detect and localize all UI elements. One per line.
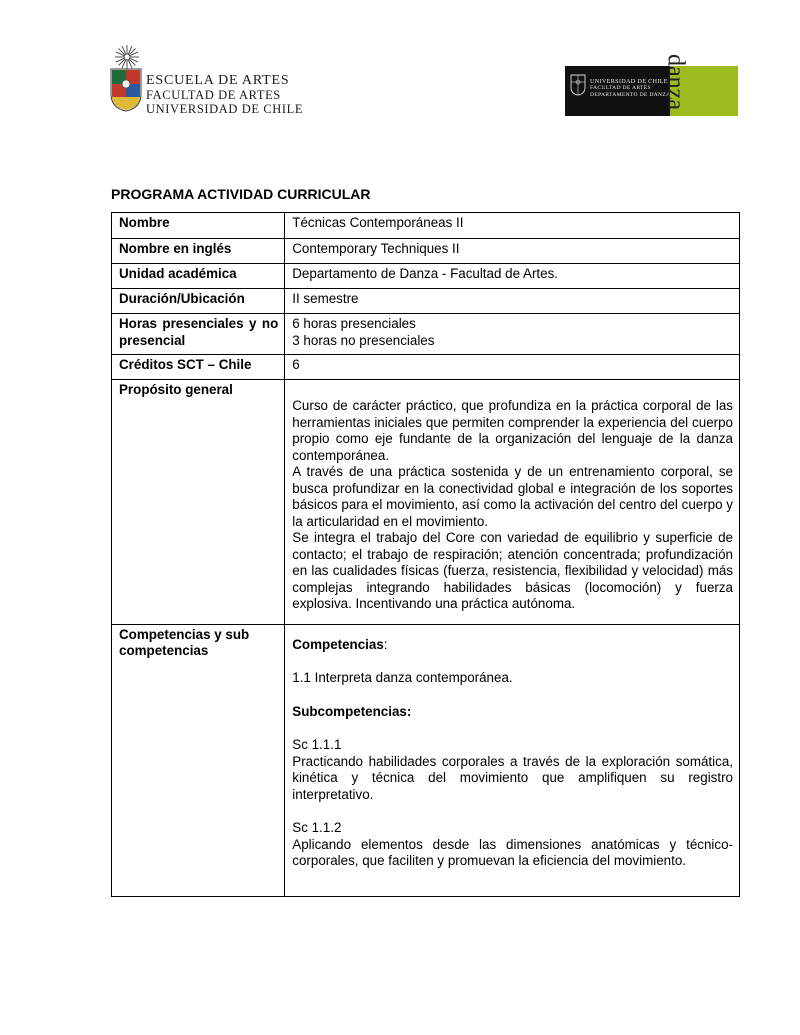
curricular-program-table <box>111 212 740 897</box>
horas-presenciales: 6 horas presenciales <box>292 316 416 331</box>
row-label-unidad: Unidad académica <box>112 264 285 289</box>
row-value-unidad: Departamento de Danza - Facultad de Artes. <box>285 264 740 289</box>
table-row <box>112 239 740 264</box>
logo-line-universidad: UNIVERSIDAD DE CHILE <box>146 102 304 116</box>
row-label-proposito: Propósito general <box>112 380 285 625</box>
logo-line-escuela: ESCUELA DE ARTES <box>146 73 290 88</box>
row-label-duracion: Duración/Ubicación <box>112 289 285 314</box>
logo-right-line-universidad: UNIVERSIDAD DE CHILE <box>590 78 668 85</box>
purpose-paragraph-3: Se integra el trabajo del Core con variedad de equilibrio y superficie de contacto; el trabajo de respiración; atención concentrada; profundización en las cualidades físicas (fuerza, resistencia, flexibilidad y velocidad) más complejas integrando habilidades básicas (locomoción) y fuerza explosiva. Incentivando una práctica autónoma. <box>292 530 733 611</box>
university-crest-small-icon <box>570 74 586 96</box>
logo-right-line-facultad: FACULTAD DE ARTES <box>590 85 651 92</box>
row-value-competencias <box>285 624 740 896</box>
subcompetencia-code-2: Sc 1.1.2 <box>292 820 342 835</box>
table-row <box>112 380 740 625</box>
logo-line-facultad: FACULTAD DE ARTES <box>146 88 281 102</box>
table-row <box>112 624 740 896</box>
table-row <box>112 314 740 355</box>
subcompetencias-heading: Subcompetencias: <box>292 703 412 719</box>
row-value-horas <box>285 314 740 355</box>
row-label-nombre-ingles: Nombre en inglés <box>112 239 285 264</box>
table-row <box>112 289 740 314</box>
document-title: PROGRAMA ACTIVIDAD CURRICULAR <box>111 186 371 202</box>
star-emblem-icon <box>114 44 140 70</box>
university-crest-icon <box>110 68 142 112</box>
danza-vertical-wordmark: danza <box>662 54 689 110</box>
row-value-duracion: II semestre <box>285 289 740 314</box>
table-row <box>112 213 740 239</box>
subcompetencia-text-2: Aplicando elementos desde las dimensiones anatómicas y técnico-corporales, que faciliten y promuevan la eficiencia del movimiento. <box>292 836 733 868</box>
row-value-proposito <box>285 380 740 625</box>
table-row <box>112 355 740 380</box>
row-label-horas: Horas presenciales y no presencial <box>112 314 285 355</box>
departamento-danza-logo <box>565 52 738 116</box>
row-label-creditos: Créditos SCT – Chile <box>112 355 285 380</box>
purpose-paragraph-1: Curso de carácter práctico, que profundiza en la práctica corporal de las herramientas iniciales que permiten comprender la experiencia del cuerpo propio como eje fundante de la organización del lenguaje de la danza contemporánea. <box>292 398 733 463</box>
competencias-label-line1: Competencias y sub <box>119 626 250 642</box>
horas-no-presenciales: 3 horas no presenciales <box>292 332 435 348</box>
row-value-creditos: 6 <box>285 355 740 380</box>
row-value-nombre-ingles: Contemporary Techniques II <box>285 239 740 264</box>
subcompetencia-code-1: Sc 1.1.1 <box>292 737 342 752</box>
subcompetencia-text-1: Practicando habilidades corporales a través de la exploración somática, kinética y técnica del movimiento que amplifiquen su registro interpretativo. <box>292 753 733 802</box>
row-label-competencias <box>112 624 285 896</box>
row-label-nombre: Nombre <box>112 213 285 239</box>
competencias-heading: Competencias <box>292 636 384 652</box>
escuela-de-artes-logo <box>108 44 304 118</box>
row-value-nombre: Técnicas Contemporáneas II <box>285 213 740 239</box>
table-row <box>112 264 740 289</box>
competencias-label-line2: competencias <box>119 643 209 658</box>
competencia-item-1: 1.1 Interpreta danza contemporánea. <box>292 670 513 685</box>
purpose-paragraph-2: A través de una práctica sostenida y de un entrenamiento corporal, se busca profundizar en la conectividad global e integración de los soportes básicos para el movimiento, así como la activación del centro del cuerpo y la articularidad en el movimiento. <box>292 464 733 529</box>
logo-right-line-departamento: DEPARTAMENTO DE DANZA <box>590 91 671 98</box>
competencias-heading-colon: : <box>383 636 388 652</box>
